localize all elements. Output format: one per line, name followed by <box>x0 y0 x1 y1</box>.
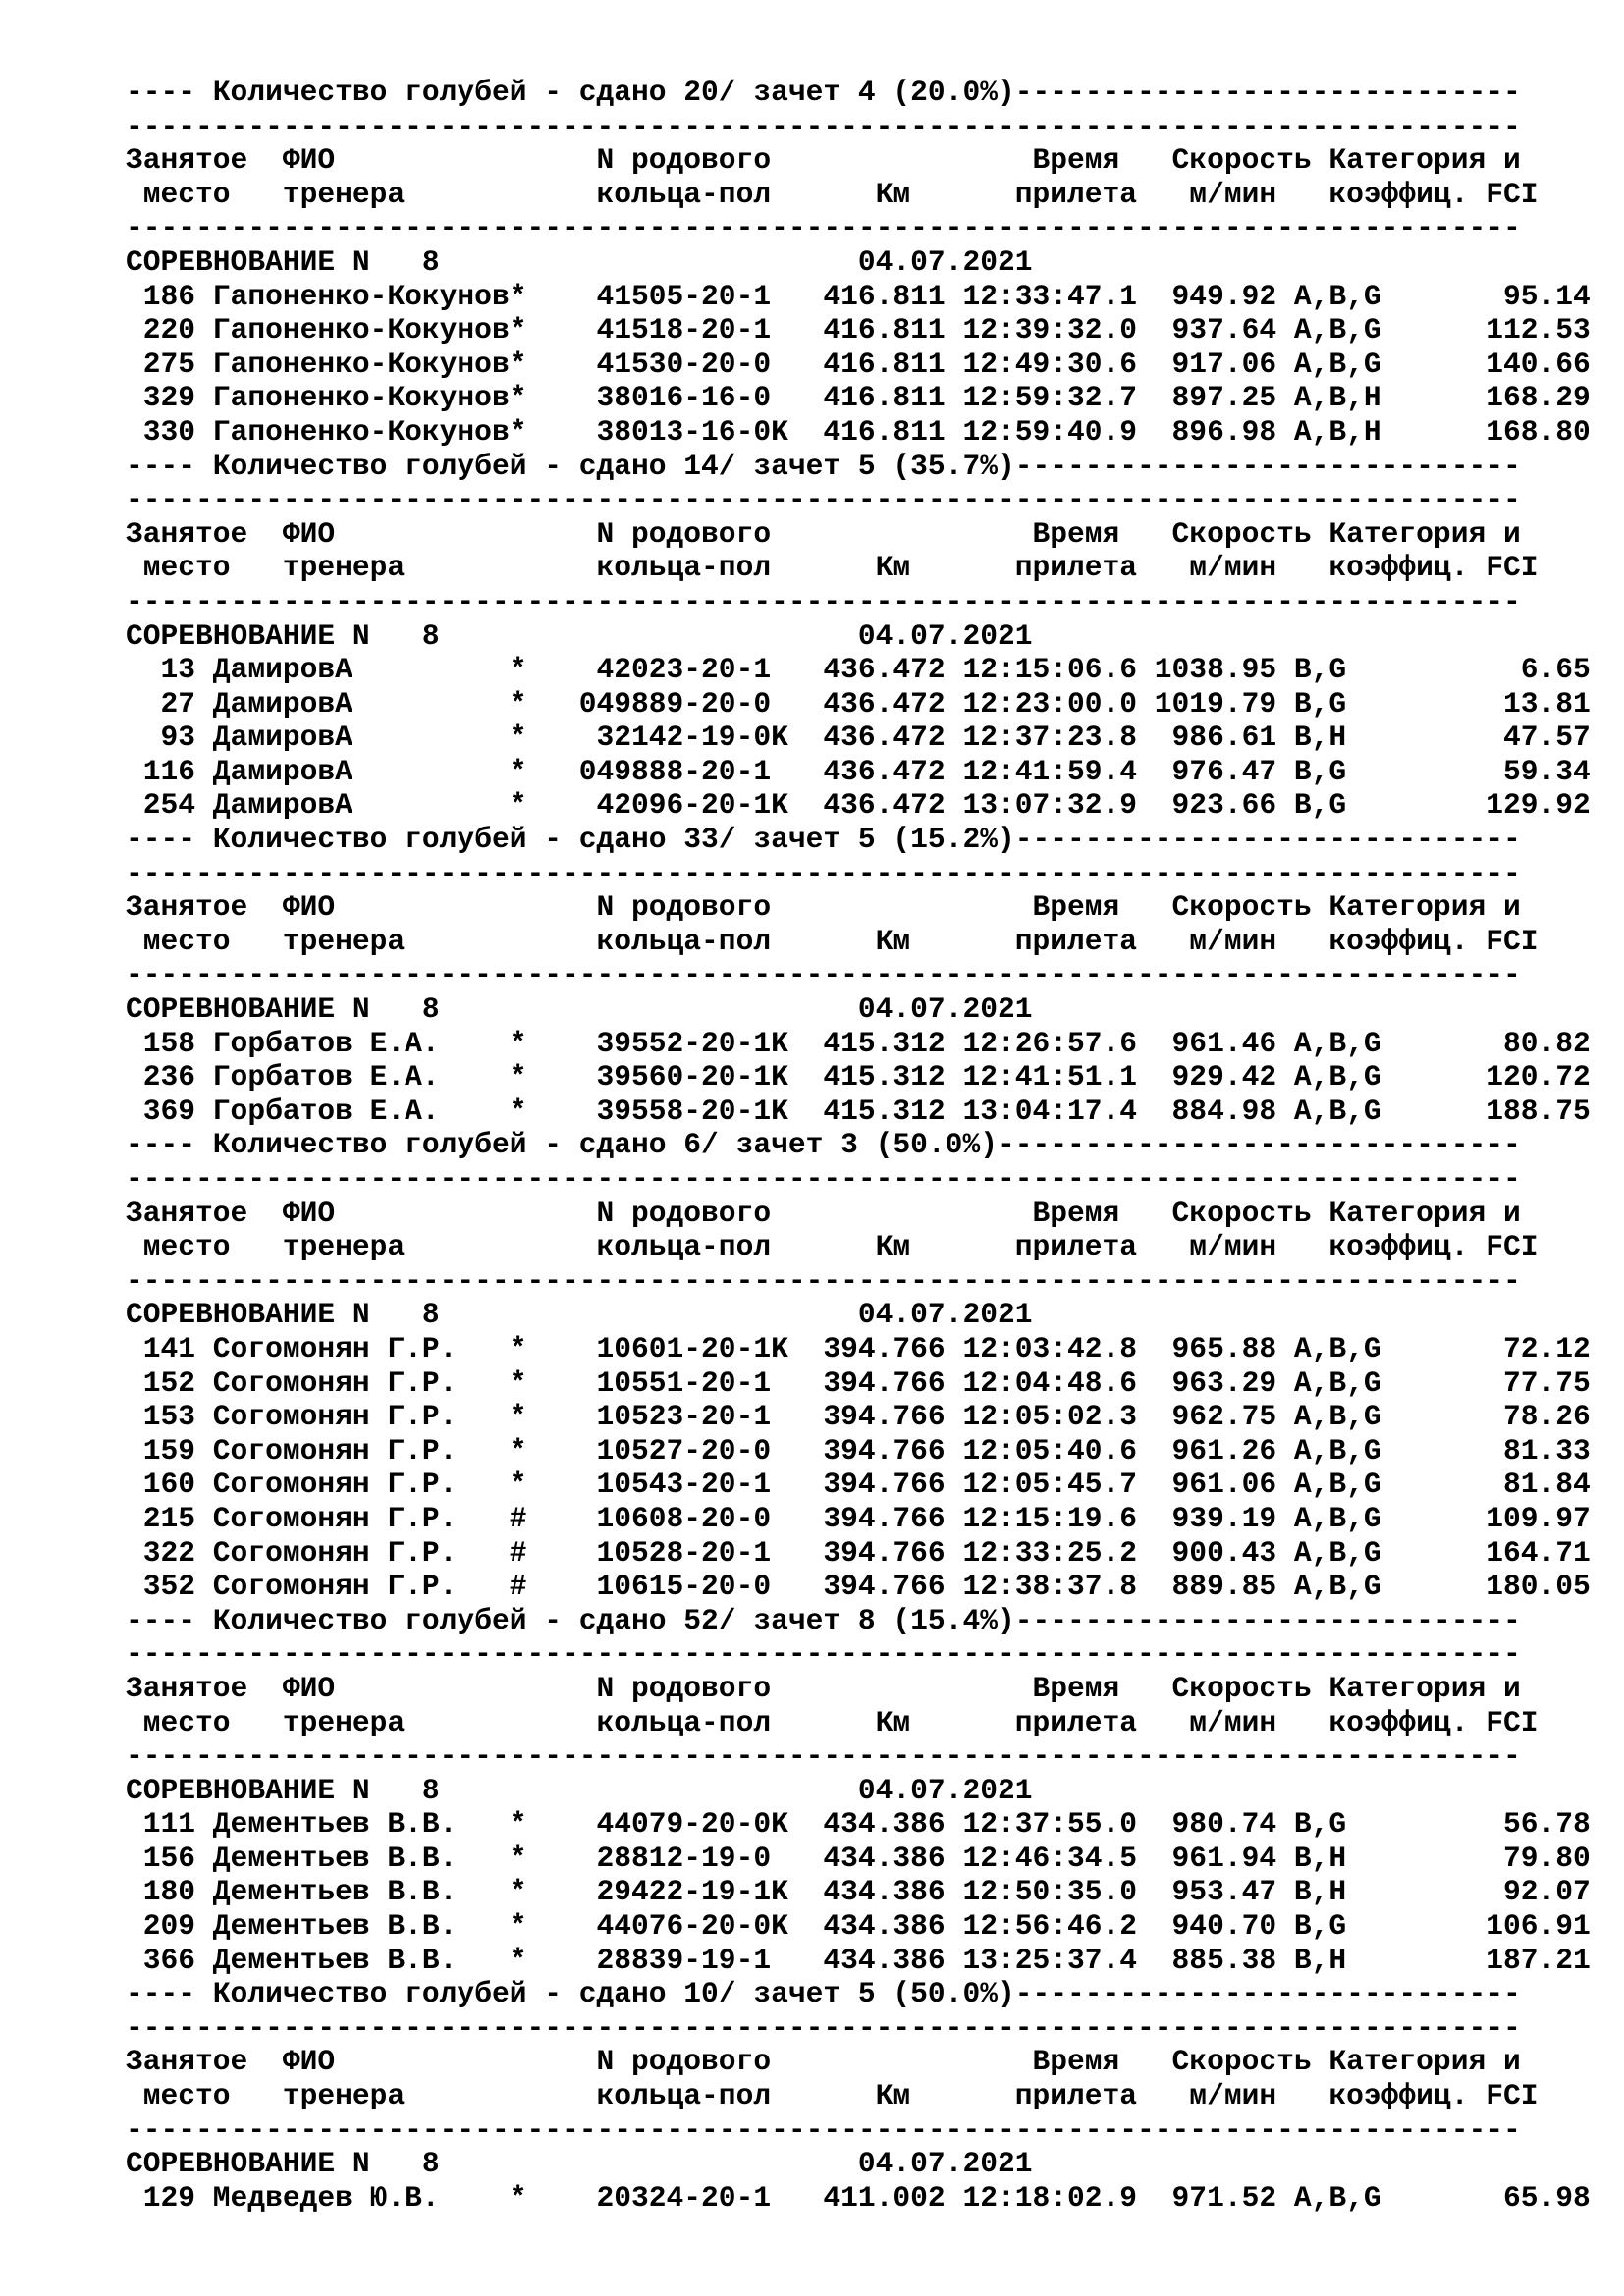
table-row: 141 Согомонян Г.Р. * 10601-20-1K 394.766 12:03:42.8 965.88 A,B,G 72.12 <box>126 1331 1591 1365</box>
separator-line: -------------------------------------------------------------------------------- <box>126 1739 1521 1774</box>
table-row: 156 Дементьев В.В. * 28812-19-0 434.386 12:46:34.5 961.94 B,H 79.80 <box>126 1841 1591 1875</box>
table-row: 27 ДамировА * 049889-20-0 436.472 12:23:00.0 1019.79 B,G 13.81 <box>126 686 1591 721</box>
table-row: 369 Горбатов Е.А. * 39558-20-1K 415.312 13:04:17.4 884.98 A,B,G 188.75 <box>126 1094 1591 1128</box>
table-row: 152 Согомонян Г.Р. * 10551-20-1 394.766 12:04:48.6 963.29 A,B,G 77.75 <box>126 1365 1591 1400</box>
summary-line: ---- Количество голубей - сдано 52/ зачет 8 (15.4%)----------------------------- <box>126 1603 1521 1637</box>
competition-line: СОРЕВНОВАНИЕ N 8 04.07.2021 <box>126 992 1033 1027</box>
separator-line: -------------------------------------------------------------------------------- <box>126 483 1521 517</box>
summary-line: ---- Количество голубей - сдано 6/ зачет 3 (50.0%)------------------------------ <box>126 1128 1521 1162</box>
table-row: 186 Гапоненко-Кокунов* 41505-20-1 416.811 12:33:47.1 949.92 A,B,G 95.14 <box>126 279 1591 313</box>
table-header-line: Занятое ФИО N родового Время Скорость Категория и <box>126 516 1521 551</box>
table-header-line: место тренера кольца-пол Км прилета м/мин коэффиц. FCI <box>126 551 1539 585</box>
separator-line: -------------------------------------------------------------------------------- <box>126 856 1521 890</box>
table-row: 111 Дементьев В.В. * 44079-20-0K 434.386 12:37:55.0 980.74 B,G 56.78 <box>126 1807 1591 1842</box>
table-row: 153 Согомонян Г.Р. * 10523-20-1 394.766 12:05:02.3 962.75 A,B,G 78.26 <box>126 1400 1591 1434</box>
table-row: 366 Дементьев В.В. * 28839-19-1 434.386 13:25:37.4 885.38 B,H 187.21 <box>126 1943 1591 1977</box>
separator-line: -------------------------------------------------------------------------------- <box>126 2112 1521 2147</box>
summary-line: ---- Количество голубей - сдано 33/ зачет 5 (15.2%)----------------------------- <box>126 823 1521 857</box>
table-row: 160 Согомонян Г.Р. * 10543-20-1 394.766 12:05:45.7 961.06 A,B,G 81.84 <box>126 1468 1591 1502</box>
table-row: 129 Медведев Ю.В. * 20324-20-1 411.002 12:18:02.9 971.52 A,B,G 65.98 <box>126 2180 1591 2215</box>
table-header-line: место тренера кольца-пол Км прилета м/мин коэффиц. FCI <box>126 1230 1539 1264</box>
summary-line: ---- Количество голубей - сдано 10/ зачет 5 (50.0%)----------------------------- <box>126 1977 1521 2011</box>
table-header-line: Занятое ФИО N родового Время Скорость Категория и <box>126 890 1521 925</box>
separator-line: -------------------------------------------------------------------------------- <box>126 2010 1521 2045</box>
table-row: 116 ДамировА * 049888-20-1 436.472 12:41:59.4 976.47 B,G 59.34 <box>126 754 1591 788</box>
table-header-line: Занятое ФИО N родового Время Скорость Категория и <box>126 2045 1521 2079</box>
summary-line: ---- Количество голубей - сдано 20/ зачет 4 (20.0%)----------------------------- <box>126 76 1521 109</box>
competition-line: СОРЕВНОВАНИЕ N 8 04.07.2021 <box>126 618 1033 653</box>
table-header-line: Занятое ФИО N родового Время Скорость Категория и <box>126 1196 1521 1230</box>
table-row: 329 Гапоненко-Кокунов* 38016-16-0 416.811 12:59:32.7 897.25 A,B,H 168.29 <box>126 381 1591 415</box>
table-row: 275 Гапоненко-Кокунов* 41530-20-0 416.811 12:49:30.6 917.06 A,B,G 140.66 <box>126 347 1591 381</box>
separator-line: -------------------------------------------------------------------------------- <box>126 584 1521 618</box>
separator-line: -------------------------------------------------------------------------------- <box>126 211 1521 245</box>
table-header-line: место тренера кольца-пол Км прилета м/мин коэффиц. FCI <box>126 1705 1539 1739</box>
table-row: 215 Согомонян Г.Р. # 10608-20-0 394.766 12:15:19.6 939.19 A,B,G 109.97 <box>126 1501 1591 1535</box>
table-header-line: Занятое ФИО N родового Время Скорость Категория и <box>126 1671 1521 1705</box>
table-row: 159 Согомонян Г.Р. * 10527-20-0 394.766 12:05:40.6 961.26 A,B,G 81.33 <box>126 1433 1591 1468</box>
competition-line: СОРЕВНОВАНИЕ N 8 04.07.2021 <box>126 1773 1033 1807</box>
table-row: 330 Гапоненко-Кокунов* 38013-16-0K 416.811 12:59:40.9 896.98 A,B,H 168.80 <box>126 414 1591 449</box>
table-row: 220 Гапоненко-Кокунов* 41518-20-1 416.811 12:39:32.0 937.64 A,B,G 112.53 <box>126 313 1591 347</box>
separator-line: -------------------------------------------------------------------------------- <box>126 1162 1521 1196</box>
table-row: 254 ДамировА * 42096-20-1K 436.472 13:07:32.9 923.66 B,G 129.92 <box>126 788 1591 823</box>
table-row: 158 Горбатов Е.А. * 39552-20-1K 415.312 12:26:57.6 961.46 A,B,G 80.82 <box>126 1026 1591 1060</box>
table-header-line: Занятое ФИО N родового Время Скорость Категория и <box>126 143 1521 178</box>
separator-line: -------------------------------------------------------------------------------- <box>126 109 1521 143</box>
table-row: 352 Согомонян Г.Р. # 10615-20-0 394.766 12:38:37.8 889.85 A,B,G 180.05 <box>126 1570 1591 1604</box>
table-row: 209 Дементьев В.В. * 44076-20-0K 434.386 12:56:46.2 940.70 B,G 106.91 <box>126 1909 1591 1944</box>
table-row: 93 ДамировА * 32142-19-0K 436.472 12:37:23.8 986.61 B,H 47.57 <box>126 721 1591 755</box>
competition-line: СОРЕВНОВАНИЕ N 8 04.07.2021 <box>126 244 1033 279</box>
table-row: 13 ДамировА * 42023-20-1 436.472 12:15:06.6 1038.95 B,G 6.65 <box>126 653 1591 687</box>
table-header-line: место тренера кольца-пол Км прилета м/мин коэффиц. FCI <box>126 2079 1539 2113</box>
separator-line: -------------------------------------------------------------------------------- <box>126 1263 1521 1298</box>
results-report <box>126 76 1598 2215</box>
table-row: 236 Горбатов Е.А. * 39560-20-1K 415.312 12:41:51.1 929.42 A,B,G 120.72 <box>126 1060 1591 1095</box>
competition-line: СОРЕВНОВАНИЕ N 8 04.07.2021 <box>126 1298 1033 1332</box>
summary-line: ---- Количество голубей - сдано 14/ зачет 5 (35.7%)----------------------------- <box>126 449 1521 483</box>
table-header-line: место тренера кольца-пол Км прилета м/мин коэффиц. FCI <box>126 177 1539 211</box>
separator-line: -------------------------------------------------------------------------------- <box>126 1637 1521 1672</box>
table-header-line: место тренера кольца-пол Км прилета м/мин коэффиц. FCI <box>126 924 1539 958</box>
competition-line: СОРЕВНОВАНИЕ N 8 04.07.2021 <box>126 2147 1033 2181</box>
separator-line: -------------------------------------------------------------------------------- <box>126 958 1521 992</box>
table-row: 180 Дементьев В.В. * 29422-19-1K 434.386 12:50:35.0 953.47 B,H 92.07 <box>126 1875 1591 1909</box>
table-row: 322 Согомонян Г.Р. # 10528-20-1 394.766 12:33:25.2 900.43 A,B,G 164.71 <box>126 1535 1591 1570</box>
